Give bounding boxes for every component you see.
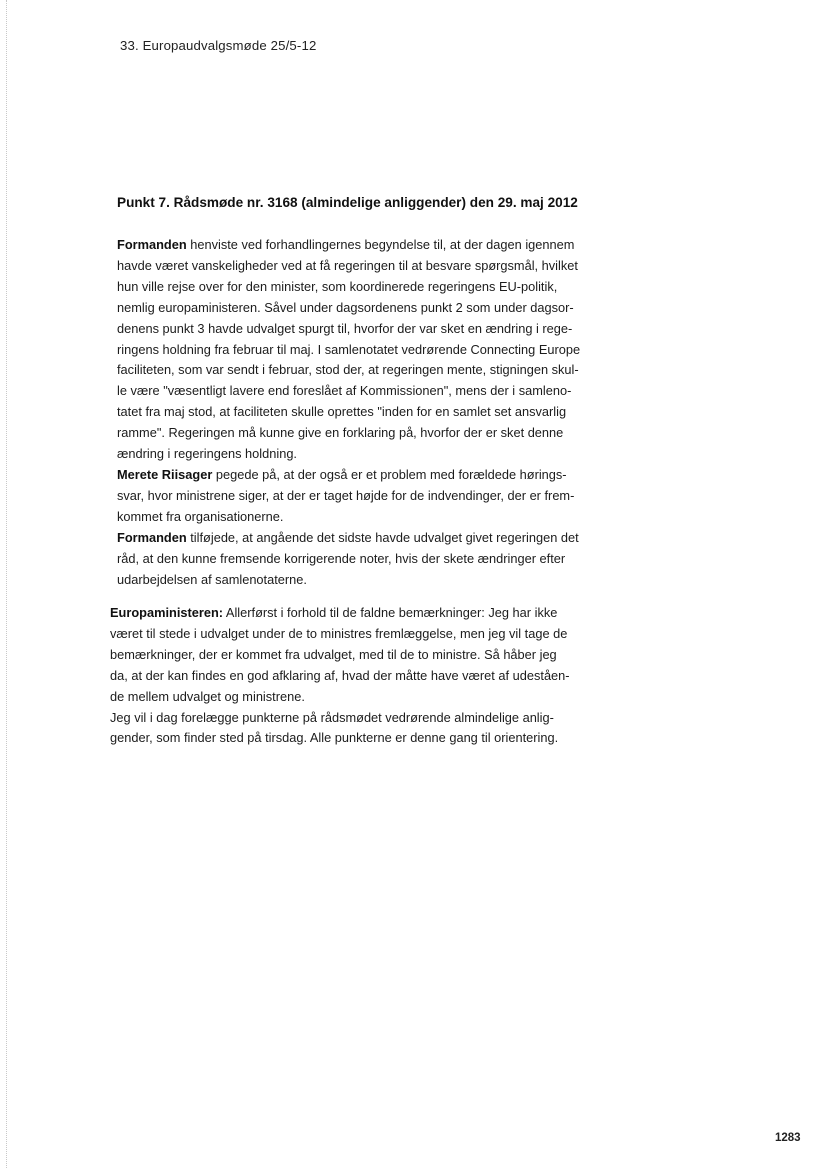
text-line xyxy=(117,423,617,444)
line-text: svar, hvor ministrene siger, at der er taget højde for de indvendinger, der er frem- xyxy=(117,487,575,503)
line-text: Jeg vil i dag forelægge punkterne på rådsmødet vedrørende almindelige anlig- xyxy=(110,709,554,725)
paragraph-block-minister-remarks xyxy=(110,603,610,749)
page-number: 1283 xyxy=(775,1132,801,1144)
speaker-name: Formanden xyxy=(117,529,187,545)
text-line xyxy=(110,728,610,749)
text-line xyxy=(117,235,617,256)
text-line xyxy=(110,624,610,645)
line-text: tatet fra maj stod, at faciliteten skulle oprettes "inden for en samlet set ansvarlig xyxy=(117,404,567,420)
line-text: været til stede i udvalget under de to ministres fremlæggelse, men jeg vil tage de xyxy=(110,625,568,641)
text-line xyxy=(117,256,617,277)
line-text: kommet fra organisationerne. xyxy=(117,508,284,524)
line-text: ramme". Regeringen må kunne give en forklaring på, hvorfor der er sket denne xyxy=(117,425,564,441)
text-line xyxy=(117,528,617,549)
text-line xyxy=(117,277,617,298)
text-line xyxy=(110,666,610,687)
line-text: faciliteten, som var sendt i februar, stod der, at regeringen mente, stigningen skul- xyxy=(117,362,579,378)
page-header: 33. Europaudvalgsmøde 25/5-12 xyxy=(120,38,317,53)
text-line xyxy=(110,645,610,666)
text-line xyxy=(110,708,610,729)
text-line xyxy=(117,402,617,423)
speaker-name: Merete Riisager xyxy=(117,466,213,482)
line-text: denens punkt 3 havde udvalget spurgt til, hvorfor der var sket en ændring i rege- xyxy=(117,320,573,336)
text-line xyxy=(117,507,617,528)
line-text: gender, som finder sted på tirsdag. Alle punkterne er denne gang til orientering. xyxy=(110,730,559,746)
line-text: ringens holdning fra februar til maj. I samlenotatet vedrørende Connecting Europe xyxy=(117,341,581,357)
line-text: da, at der kan findes en god afklaring af, hvad der måtte have været af udeståen- xyxy=(110,667,570,683)
text-line xyxy=(117,444,617,465)
text-line xyxy=(117,298,617,319)
line-text: le være "væsentligt lavere end foreslået af Kommissionen", mens der i samleno- xyxy=(117,383,572,399)
text-line xyxy=(117,486,617,507)
text-line xyxy=(110,687,610,708)
text-line xyxy=(117,340,617,361)
text-line xyxy=(117,570,617,591)
line-text: havde været vanskeligheder ved at få regeringen til at besvare spørgsmål, hvilket xyxy=(117,257,578,273)
line-text: tilføjede, at angående det sidste havde udvalget givet regeringen det xyxy=(186,529,579,545)
line-text: henviste ved forhandlingernes begyndelse til, at der dagen igennem xyxy=(186,237,575,252)
line-text: ændring i regeringens holdning. xyxy=(117,446,297,462)
text-line xyxy=(117,319,617,340)
line-text: pegede på, at der også er et problem med forældede hørings- xyxy=(212,466,567,482)
line-text: nemlig europaministeren. Såvel under dagsordenens punkt 2 som under dagsor- xyxy=(117,299,574,315)
section-heading: Punkt 7. Rådsmøde nr. 3168 (almindelige anliggender) den 29. maj 2012 xyxy=(117,195,578,210)
line-text: hun ville rejse over for den minister, som koordinerede regeringens EU-politik, xyxy=(117,278,558,294)
line-text: Allerførst i forhold til de faldne bemærkninger: Jeg har ikke xyxy=(223,605,558,620)
paragraph-block-chair-remarks xyxy=(117,235,617,590)
line-text: råd, at den kunne fremsende korrigerende noter, hvis der skete ændringer efter xyxy=(117,550,566,566)
line-text: udarbejdelsen af samlenotaterne. xyxy=(117,571,307,587)
text-line xyxy=(117,465,617,486)
line-text: bemærkninger, der er kommet fra udvalget, med til de to ministre. Så håber jeg xyxy=(110,646,557,662)
speaker-name: Formanden xyxy=(117,237,187,252)
text-line xyxy=(110,603,610,624)
speaker-name: Europaministeren: xyxy=(110,605,224,620)
scan-edge-line xyxy=(6,0,7,1168)
line-text: de mellem udvalget og ministrene. xyxy=(110,688,305,704)
text-line xyxy=(117,360,617,381)
text-line xyxy=(117,549,617,570)
text-line xyxy=(117,381,617,402)
